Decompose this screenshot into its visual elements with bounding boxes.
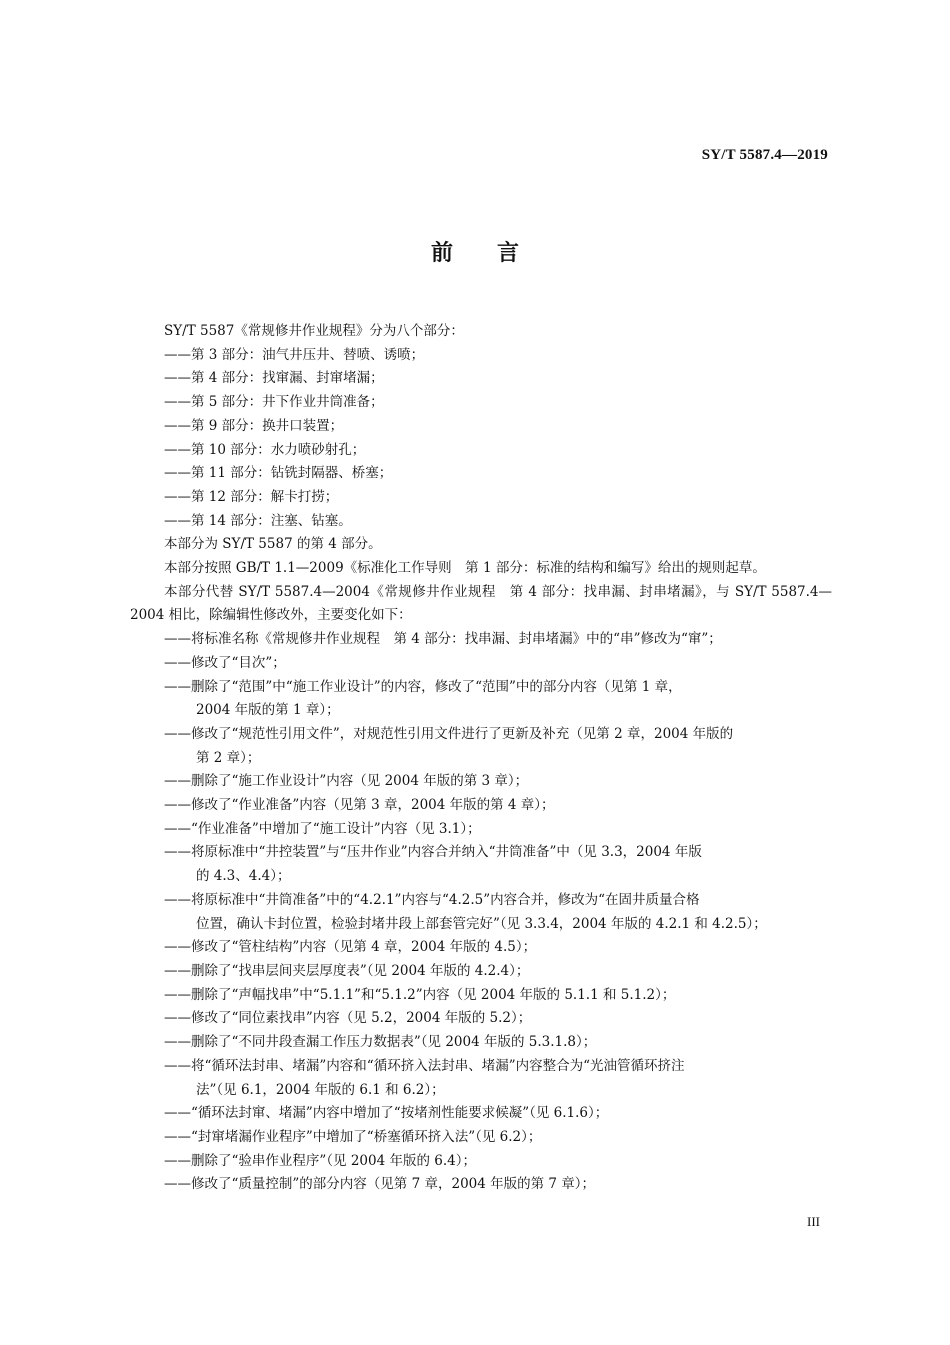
change-item: ——删除了“不同井段查漏工作压力数据表”（见 2004 年版的 5.3.1.8）； [164,1034,597,1051]
change-item: ——将“循环法封串、堵漏”内容和“循环挤入法封串、堵漏”内容整合为“光油管循环挤注 法”（见 6.1，2004 年版的 6.1 和 6.2）； [164,1057,685,1098]
change-item: ——删除了“施工作业设计”内容（见 2004 年版的第 3 章）； [164,773,529,790]
drafting-paragraph: 本部分按照 GB/T 1.1—2009《标准化工作导则 第 1 部分：标准的结构和编写》给出的规则起草。 [164,560,766,577]
change-item: ——“循环法封窜、堵漏”内容中增加了“按堵剂性能要求候凝”（见 6.1.6）； [164,1105,609,1122]
page-title: 前言 [430,241,563,266]
foreword-body [130,320,832,1197]
part-item: ——第 11 部分：钻铣封隔器、桥塞； [164,465,393,482]
change-item: ——修改了“管柱结构”内容（见第 4 章，2004 年版的 4.5）； [164,939,537,956]
replace-paragraph: 本部分代替 SY/T 5587.4—2004《常规修井作业规程 第 4 部分：找串漏、封串堵漏》，与 SY/T 5587.4—2004 相比，除编辑性修改外，主要变化如下： [130,583,832,624]
part-item: ——第 9 部分：换井口装置； [164,417,344,434]
change-item: ——删除了“验串作业程序”（见 2004 年版的 6.4）； [164,1152,477,1169]
change-item: ——将标准名称《常规修井作业规程 第 4 部分：找串漏、封串堵漏》中的“串”修改为“窜”； [164,631,722,648]
standard-number: SY/T 5587.4—2019 [701,147,828,163]
part-item: ——第 12 部分：解卡打捞； [164,488,339,505]
part-item: ——第 3 部分：油气井压井、替喷、诱喷； [164,346,425,363]
change-item: ——将原标准中“井筒准备”中的“4.2.1”内容与“4.2.5”内容合并，修改为“在固井质量合格 位置，确认卡封位置，检验封堵井段上部套管完好”（见 3.3.4，2004 年版的 4.2.1 和 4.2.5）； [164,891,767,932]
parts-list [130,344,832,534]
change-item: ——修改了“同位素找串”内容（见 5.2，2004 年版的 5.2）； [164,1010,532,1027]
change-item: ——删除了“范围”中“施工作业设计”的内容，修改了“范围”中的部分内容（见第 1 章， 2004 年版的第 1 章）； [164,678,682,719]
change-item: ——“作业准备”中增加了“施工设计”内容（见 3.1）； [164,820,481,837]
intro-paragraph: SY/T 5587《常规修井作业规程》分为八个部分： [164,323,464,339]
change-item: ——将原标准中“井控装置”与“压井作业”内容合并纳入“井筒准备”中（见 3.3，2004 年版 的 4.3、4.4）； [164,844,702,885]
change-item: ——修改了“目次”； [164,654,286,671]
change-item: ——修改了“作业准备”内容（见第 3 章，2004 年版的第 4 章）； [164,797,555,814]
part-item: ——第 4 部分：找窜漏、封窜堵漏； [164,370,384,387]
part-item: ——第 5 部分：井下作业井筒准备； [164,394,384,411]
changes-list [130,628,832,1197]
change-item: ——删除了“声幅找串”中“5.1.1”和“5.1.2”内容（见 2004 年版的 5.1.1 和 5.1.2）； [164,986,676,1003]
page-number: III [807,1214,820,1229]
change-item: ——删除了“找串层间夹层厚度表”（见 2004 年版的 4.2.4）； [164,962,530,979]
change-item: ——修改了“规范性引用文件”，对规范性引用文件进行了更新及补充（见第 2 章，2004 年版的 第 2 章）； [164,725,734,766]
part-item: ——第 10 部分：水力喷砂射孔； [164,441,366,458]
this-part-paragraph: 本部分为 SY/T 5587 的第 4 部分。 [164,536,382,553]
part-item: ——第 14 部分：注塞、钻塞。 [164,512,352,529]
change-item: ——“封窜堵漏作业程序”中增加了“桥塞循环挤入法”（见 6.2）； [164,1128,542,1145]
change-item: ——修改了“质量控制”的部分内容（见第 7 章，2004 年版的第 7 章）； [164,1176,596,1193]
